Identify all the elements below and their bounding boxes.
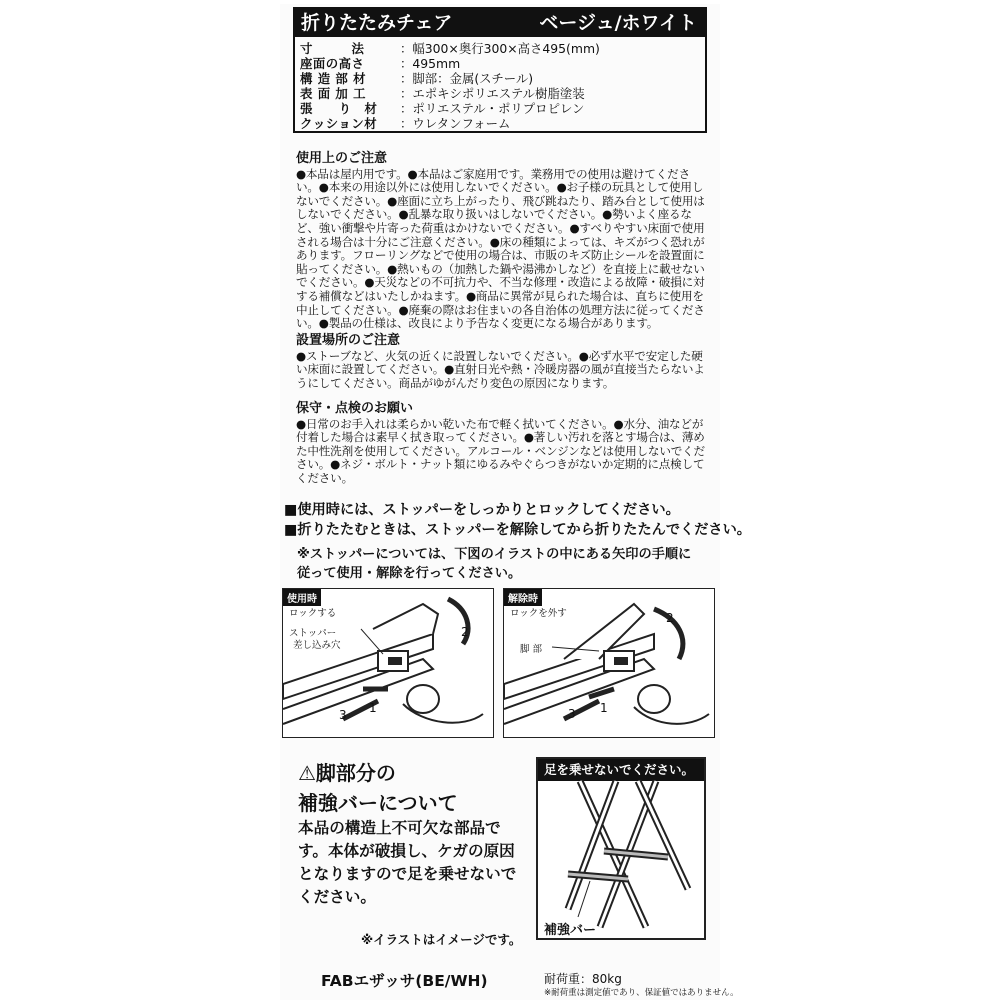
- spec-table: [300, 41, 701, 131]
- reinforcement-title-line2: 補強バーについて: [298, 791, 458, 815]
- usage-section: [296, 152, 708, 331]
- reinforcement-title-line1: ⚠脚部分の: [298, 761, 396, 785]
- illustration-release: [503, 588, 715, 738]
- step-1-number: 1: [369, 701, 377, 715]
- color-name: ベージュ/ホワイト: [539, 12, 697, 34]
- spec-key: 寸 法: [300, 41, 365, 56]
- spec-key: 座面の高さ: [300, 56, 365, 71]
- maintenance-body: ●日常のお手入れは柔らかい乾いた布で軽く拭いてください。●水分、油などが付着した場合は素早く拭き取ってください。●著しい汚れを落とす場合は、薄めた中性洗剤を使用してください。アルコール・ベンジンなどは使用しないでください。●ネジ・ボルト・ナット類にゆるみやぐらつきがないか定期的に点検してください。: [296, 416, 705, 485]
- spec-key: 表 面 加 工: [300, 86, 367, 101]
- load-capacity: 耐荷重：80kg: [544, 972, 622, 986]
- step-3-number: 3: [568, 707, 576, 721]
- legs-caption: 足を乗せないでください。: [538, 759, 704, 781]
- spec-value: ：エポキシポリエステル樹脂塗装: [400, 86, 585, 101]
- spec-row: [300, 41, 701, 56]
- warning-lock: ■使用時には、ストッパーをしっかりとロックしてください。: [284, 502, 680, 518]
- hole-label: 差し込み穴: [293, 640, 341, 651]
- spec-key: 構 造 部 材: [300, 71, 367, 86]
- spec-row: [300, 71, 701, 86]
- illustration-note: ※イラストはイメージです。: [361, 932, 522, 947]
- usage-body: ●本品は屋内用です。●本品はご家庭用です。業務用での使用は避けてください。●本来の用途以外には使用しないでください。●お子様の玩具として使用しないでください。●座面に立ち上がったり、飛び跳ねたり、踏み台として使用はしないでください。●乱暴な取り扱いはしないでください。●勢いよく座るなど、強い衝撃や片寄った荷重はかけないでください。●すべりやすい床面で使用される場合は十分にご注意ください。●床の種類によっては、キズがつく恐れがあります。フローリングなどで使用の場合は、市販のキズ防止シールを設置面に貼ってください。●熱いもの（加熱した鍋や湯沸かしなど）を直接上に載せないでください。●天災などの不可抗力や、不当な修理・改造による故障・破損に対する補償などはいたしかねます。●商品に異常が見られた場合は、直ちに使用を中止してください。●廃棄の際はお住まいの各自治体の処理方法に従ってください。●製品の仕様は、改良により予告なく変更になる場合があります。: [296, 166, 705, 331]
- spec-row: [300, 116, 701, 131]
- step-1-number: 1: [600, 701, 608, 715]
- spec-row: [300, 86, 701, 101]
- spec-value: ：脚部：金属(スチール): [400, 71, 534, 86]
- placement-title: 設置場所のご注意: [296, 333, 401, 348]
- chair-legs-drawing: [538, 759, 706, 940]
- maintenance-title: 保守・点検のお願い: [296, 401, 414, 416]
- load-note: ※耐荷重は測定値であり、保証値ではありません。: [544, 988, 739, 998]
- spec-value: ：幅300×奥行300×高さ495(mm): [400, 41, 600, 56]
- reinforcement-title: [298, 758, 458, 818]
- stopper-note: ※ストッパーについては、下図のイラストの中にある矢印の手順に従って使用・解除を行ってください。: [297, 547, 692, 581]
- reinforcement-bar-label: 補強バー: [544, 923, 597, 938]
- maintenance-section: [296, 402, 708, 486]
- spec-box: [293, 7, 707, 133]
- spec-key: クッション材: [300, 116, 378, 131]
- product-name: 折りたたみチェア: [301, 12, 453, 34]
- stopper-label: ストッパー: [289, 628, 337, 639]
- spec-row: [300, 56, 701, 71]
- spec-key: 張 り 材: [300, 101, 378, 116]
- placement-body: ●ストーブなど、火気の近くに設置しないでください。●必ず水平で安定した硬い床面に設置してください。●直射日光や熱・冷暖房器の風が直接当たらないようにしてください。商品がゆがんだり変色の原因になります。: [296, 348, 705, 390]
- action-label: ロックを外す: [510, 608, 567, 619]
- action-label: ロックする: [289, 608, 337, 619]
- reinforcement-description: 本品の構造上不可欠な部品です。本体が破損し、ケガの原因となりますので足を乗せないでください。: [298, 819, 517, 906]
- step-3-number: 3: [339, 708, 347, 722]
- spec-row: [300, 101, 701, 116]
- spec-value: ：ポリエステル・ポリプロピレン: [400, 101, 585, 116]
- usage-title: 使用上のご注意: [296, 151, 388, 166]
- illustration-use: [282, 588, 494, 738]
- model-name: FABエザッサ(BE/WH): [321, 972, 488, 990]
- illustration-tag: 使用時: [283, 589, 321, 606]
- leg-label: 脚 部: [520, 644, 543, 655]
- warning-fold: ■折りたたむときは、ストッパーを解除してから折りたたんでください。: [284, 522, 751, 538]
- legs-illustration: [536, 757, 706, 940]
- spec-value: ：ウレタンフォーム: [400, 116, 511, 131]
- spec-header: [295, 9, 705, 37]
- placement-section: [296, 334, 708, 390]
- spec-value: ：495mm: [400, 56, 461, 71]
- step-2-number: 2: [461, 625, 469, 639]
- illustration-tag: 解除時: [504, 589, 542, 606]
- step-2-number: 2: [666, 611, 674, 625]
